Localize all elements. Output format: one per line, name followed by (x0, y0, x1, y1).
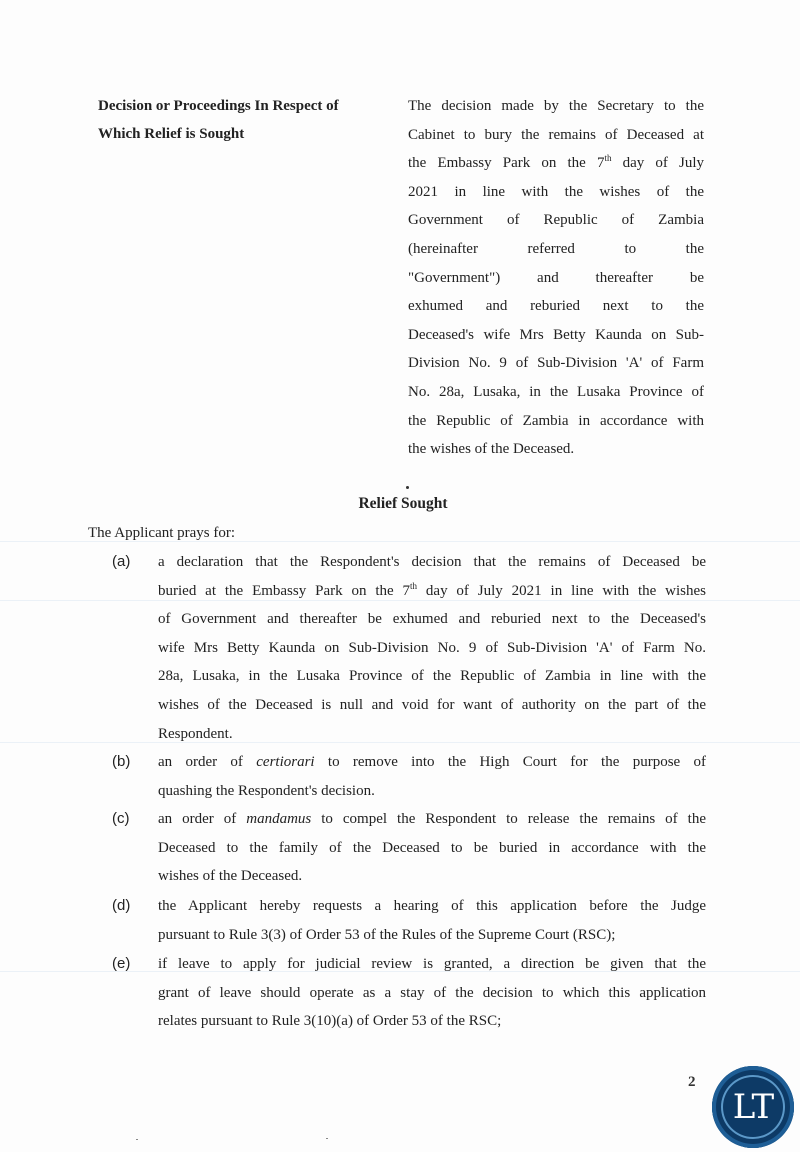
stray-mark (406, 486, 409, 489)
item-line: if leave to apply for judicial review is granted, a direction be given that the (158, 956, 706, 972)
item-line: wife Mrs Betty Kaunda on Sub-Division No. 9 of Sub-Division 'A' of Farm No. (158, 639, 706, 656)
decision-line: Deceased's wife Mrs Betty Kaunda on Sub- (408, 326, 704, 343)
item-line: 28a, Lusaka, in the Lusaka Province of the Republic of Zambia in line with the (158, 668, 706, 685)
relief-intro: The Applicant prays for: (88, 525, 236, 541)
item-line: buried at the Embassy Park on the 7th day of July 2021 in line with the wishes (158, 580, 706, 599)
decision-line: the Embassy Park on the 7th day of July (408, 153, 704, 172)
decision-line: The decision made by the Secretary to the (408, 98, 704, 114)
item-line (158, 805, 706, 834)
item-text: to remove into the High Court for the purpose of (314, 754, 706, 770)
item-text: an order of (158, 811, 247, 827)
item-body (158, 548, 706, 748)
heading-line-2: Which Relief is Sought (98, 126, 245, 142)
item-line: pursuant to Rule 3(3) of Order 53 of the Rules of the Supreme Court (RSC); (158, 926, 616, 943)
decision-line: Government of Republic of Zambia (408, 212, 704, 229)
decision-line: the Republic of Zambia in accordance with (408, 412, 704, 429)
heading-line-1: Decision or Proceedings In Respect of (98, 98, 339, 114)
item-letter: (b) (112, 753, 131, 770)
proceedings-heading (98, 92, 398, 148)
decision-line: Cabinet to bury the remains of Deceased at (408, 126, 704, 143)
item-letter: (c) (112, 810, 130, 827)
item-body (158, 805, 706, 891)
item-line: wishes of the Deceased is null and void for want of authority on the part of the (158, 696, 706, 713)
item-letter: (a) (112, 553, 131, 570)
scan-speck (136, 1139, 138, 1140)
lt-logo (712, 1066, 794, 1148)
page-number: 2 (688, 1074, 696, 1090)
item-body (158, 950, 706, 1036)
item-line: wishes of the Deceased. (158, 868, 303, 885)
decision-line: "Government") and thereafter be (408, 269, 704, 286)
scan-speck (326, 1138, 328, 1139)
decision-line: No. 28a, Lusaka, in the Lusaka Province of (408, 383, 704, 400)
item-line: relates pursuant to Rule 3(10)(a) of Order 53 of the RSC; (158, 1013, 502, 1030)
item-line: grant of leave should operate as a stay of the decision to which this application (158, 984, 706, 1001)
latin-term-mandamus: mandamus (246, 811, 312, 827)
logo-text: LT (732, 1087, 774, 1127)
item-line: of Government and thereafter be exhumed and reburied next to the Deceased's (158, 611, 706, 628)
item-line: quashing the Respondent's decision. (158, 782, 375, 799)
item-line (158, 748, 706, 777)
decision-line: exhumed and reburied next to the (408, 298, 704, 315)
item-line: the Applicant hereby requests a hearing of this application before the Judge (158, 898, 706, 914)
item-body (158, 748, 706, 805)
item-body (158, 892, 706, 949)
decision-line: (hereinafter referred to the (408, 240, 704, 257)
latin-term-certiorari: certiorari (256, 754, 315, 770)
decision-line: 2021 in line with the wishes of the (408, 183, 704, 200)
decision-line: Division No. 9 of Sub-Division 'A' of Farm (408, 355, 704, 372)
item-text: to compel the Respondent to release the remains of the (311, 811, 706, 827)
decision-description (408, 92, 704, 464)
item-line: Respondent. (158, 725, 233, 742)
item-letter: (e) (112, 955, 131, 972)
relief-sought-title: Relief Sought (358, 495, 448, 512)
item-line: a declaration that the Respondent's decision that the remains of Deceased be (158, 554, 706, 570)
decision-line: the wishes of the Deceased. (408, 441, 575, 458)
item-text: an order of (158, 754, 257, 770)
item-letter: (d) (112, 897, 131, 914)
item-line: Deceased to the family of the Deceased to be buried in accordance with the (158, 839, 706, 856)
